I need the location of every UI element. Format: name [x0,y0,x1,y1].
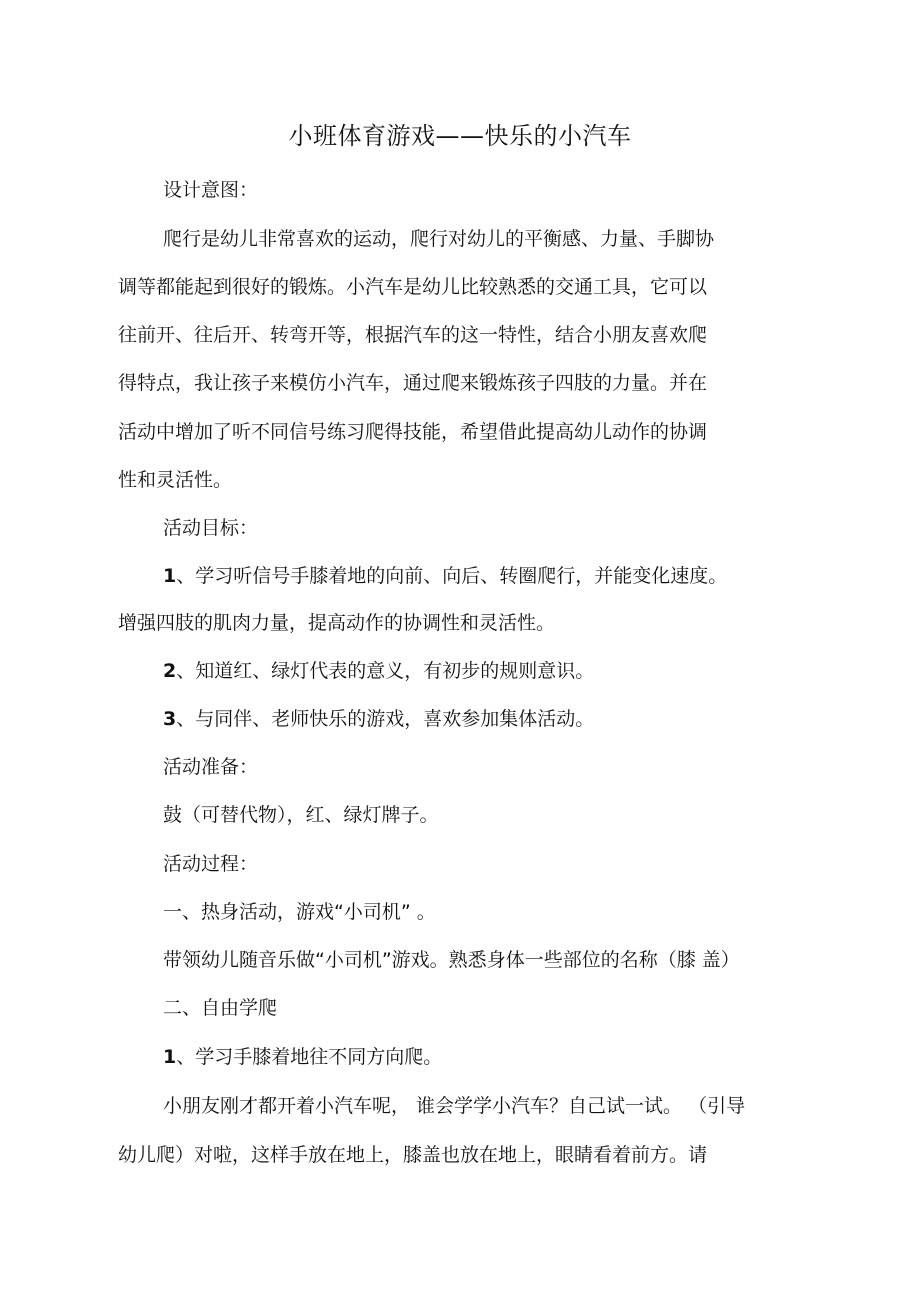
goal-2-text: 、知道红、绿灯代表的意义，有初步的规则意识。 [176,660,595,682]
design-line-3: 往前开、往后开、转弯开等，根据汽车的这一特性，结合小朋友喜欢爬 [118,324,708,346]
prep-heading: 活动准备： [163,756,259,778]
step-2-para-line-2: 幼儿爬）对啦，这样手放在地上，膝盖也放在地上，眼睛看着前方。请 [118,1144,708,1166]
step-1-text: 带领幼儿随音乐做“小司机”游戏。熟悉身体一些部位的名称（膝 盖） [163,949,740,971]
step-2-sub-text: 、学习手膝着地往不同方向爬。 [176,1046,443,1068]
goal-1 [163,562,727,590]
step-2-heading: 二、自由学爬 [163,997,278,1019]
prep-text: 鼓（可替代物），红、绿灯牌子。 [163,804,439,826]
goals-heading: 活动目标： [163,517,259,539]
goal-2 [163,657,594,685]
design-line-6: 性和灵活性。 [118,469,233,491]
goal-3 [163,705,594,733]
design-heading: 设计意图： [163,179,259,201]
step-2-sub [163,1043,442,1071]
goal-2-number: 2 [163,660,177,682]
goal-1-text: 、学习听信号手膝着地的向前、向后、转圈爬行，并能变化速度。 [176,565,728,587]
step-2-para-line-1: 小朋友刚才都开着小汽车呢， 谁会学学小汽车？自己试一试。 （引导 [163,1095,746,1117]
goal-3-text: 、与同伴、老师快乐的游戏，喜欢参加集体活动。 [176,708,595,730]
step-1-heading: 一、热身活动，游戏“小司机” 。 [163,901,436,923]
document-title: 小班体育游戏——快乐的小汽车 [288,122,632,150]
design-line-2: 调等都能起到很好的锻炼。小汽车是幼儿比较熟悉的交通工具，它可以 [118,276,708,298]
step-2-sub-number: 1 [163,1046,177,1068]
goal-3-number: 3 [163,708,177,730]
design-line-1: 爬行是幼儿非常喜欢的运动，爬行对幼儿的平衡感、力量、手脚协 [163,228,715,250]
design-line-4: 得特点，我让孩子来模仿小汽车，通过爬来锻炼孩子四肢的力量。并在 [118,372,708,394]
goal-1-number: 1 [163,565,177,587]
process-heading: 活动过程： [163,853,259,875]
goal-1-continued: 增强四肢的肌肉力量，提高动作的协调性和灵活性。 [118,612,556,634]
design-line-5: 活动中增加了听不同信号练习爬得技能，希望借此提高幼儿动作的协调 [118,421,708,443]
